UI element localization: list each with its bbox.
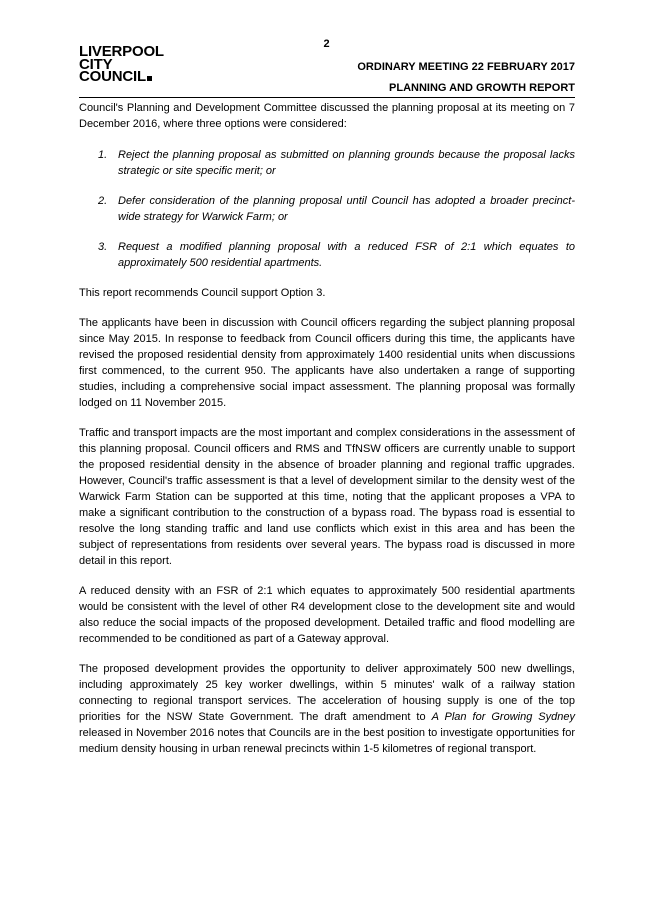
option-item-1 xyxy=(79,147,575,179)
intro-paragraph: Council's Planning and Development Committee discussed the planning proposal at its meeting on 7 December 2016, where three options were considered: xyxy=(79,102,575,130)
report-header: PLANNING AND GROWTH REPORT xyxy=(389,82,575,94)
logo-dot-icon xyxy=(147,76,152,81)
housing-text-1: The proposed development provides the opportunity to deliver approximately 500 new dwellings, including approximately 25 key worker dwellings, within 5 minutes' walk of a railway station connecting to regional transport services. The acceleration of housing supply is one of the top priorities for the NSW State Government. The draft amendment to xyxy=(79,663,575,723)
option-text: Reject the planning proposal as submitted on planning grounds because the proposal lacks strategic or site specific merit; or xyxy=(118,149,575,177)
housing-text-2: released in November 2016 notes that Councils are in the best position to investigate opportunities for medium density housing in urban renewal precincts within 1-5 kilometres of regional transport. xyxy=(79,727,575,755)
options-list xyxy=(79,147,575,271)
report-body xyxy=(79,100,575,771)
traffic-paragraph: Traffic and transport impacts are the most important and complex considerations in the assessment of this planning proposal. Council officers and RMS and TfNSW officers are currently unable to support the proposed residential density in the absence of broader planning and regional traffic upgrades. However, Council's traffic assessment is that a level of development similar to the density west of the Warwick Farm Station can be supported at this time, noting that the applicant proposes a VPA to make a significant contribution to the construction of a bypass road. The bypass road is essential to resolve the long standing traffic and land use conflicts which exist in this area and has been the subject of representations from residents over several years. The bypass road is discussed in more detail in this report. xyxy=(79,427,575,567)
logo-line-3-text: COUNCIL xyxy=(79,68,146,85)
option-number: 3. xyxy=(98,241,108,253)
header-divider xyxy=(79,97,575,98)
council-logo xyxy=(79,43,164,85)
plan-title: A Plan for Growing Sydney xyxy=(431,711,575,723)
recommendation-paragraph: This report recommends Council support Option 3. xyxy=(79,287,326,299)
option-number: 2. xyxy=(98,195,108,207)
logo-line-3 xyxy=(79,68,164,85)
logo-line-1: LIVERPOOL xyxy=(79,43,164,60)
option-item-3 xyxy=(79,239,575,271)
page-number: 2 xyxy=(323,38,330,50)
option-text: Request a modified planning proposal with a reduced FSR of 2:1 which equates to approximately 500 residential apartments. xyxy=(118,241,575,269)
discussion-paragraph: The applicants have been in discussion with Council officers regarding the subject planning proposal since May 2015. In response to feedback from Council officers during this time, the applicants have revised the proposed residential density from approximately 1400 residential units when discussions first commenced, to the current 950. The applicants have also undertaken a range of supporting studies, including a comprehensive social impact assessment. The planning proposal was formally lodged on 11 November 2015. xyxy=(79,317,575,409)
housing-paragraph xyxy=(79,661,575,757)
option-number: 1. xyxy=(98,149,108,161)
density-paragraph: A reduced density with an FSR of 2:1 which equates to approximately 500 residential apartments would be consistent with the level of other R4 development close to the development site and would also reduce the social impacts of the proposed development. Detailed traffic and flood modelling are recommended to be conditioned as part of a Gateway approval. xyxy=(79,585,575,645)
option-item-2 xyxy=(79,193,575,225)
option-text: Defer consideration of the planning proposal until Council has adopted a broader precinct-wide strategy for Warwick Farm; or xyxy=(118,195,575,223)
meeting-header: ORDINARY MEETING 22 FEBRUARY 2017 xyxy=(357,61,575,73)
logo-line-2: CITY xyxy=(79,55,113,73)
